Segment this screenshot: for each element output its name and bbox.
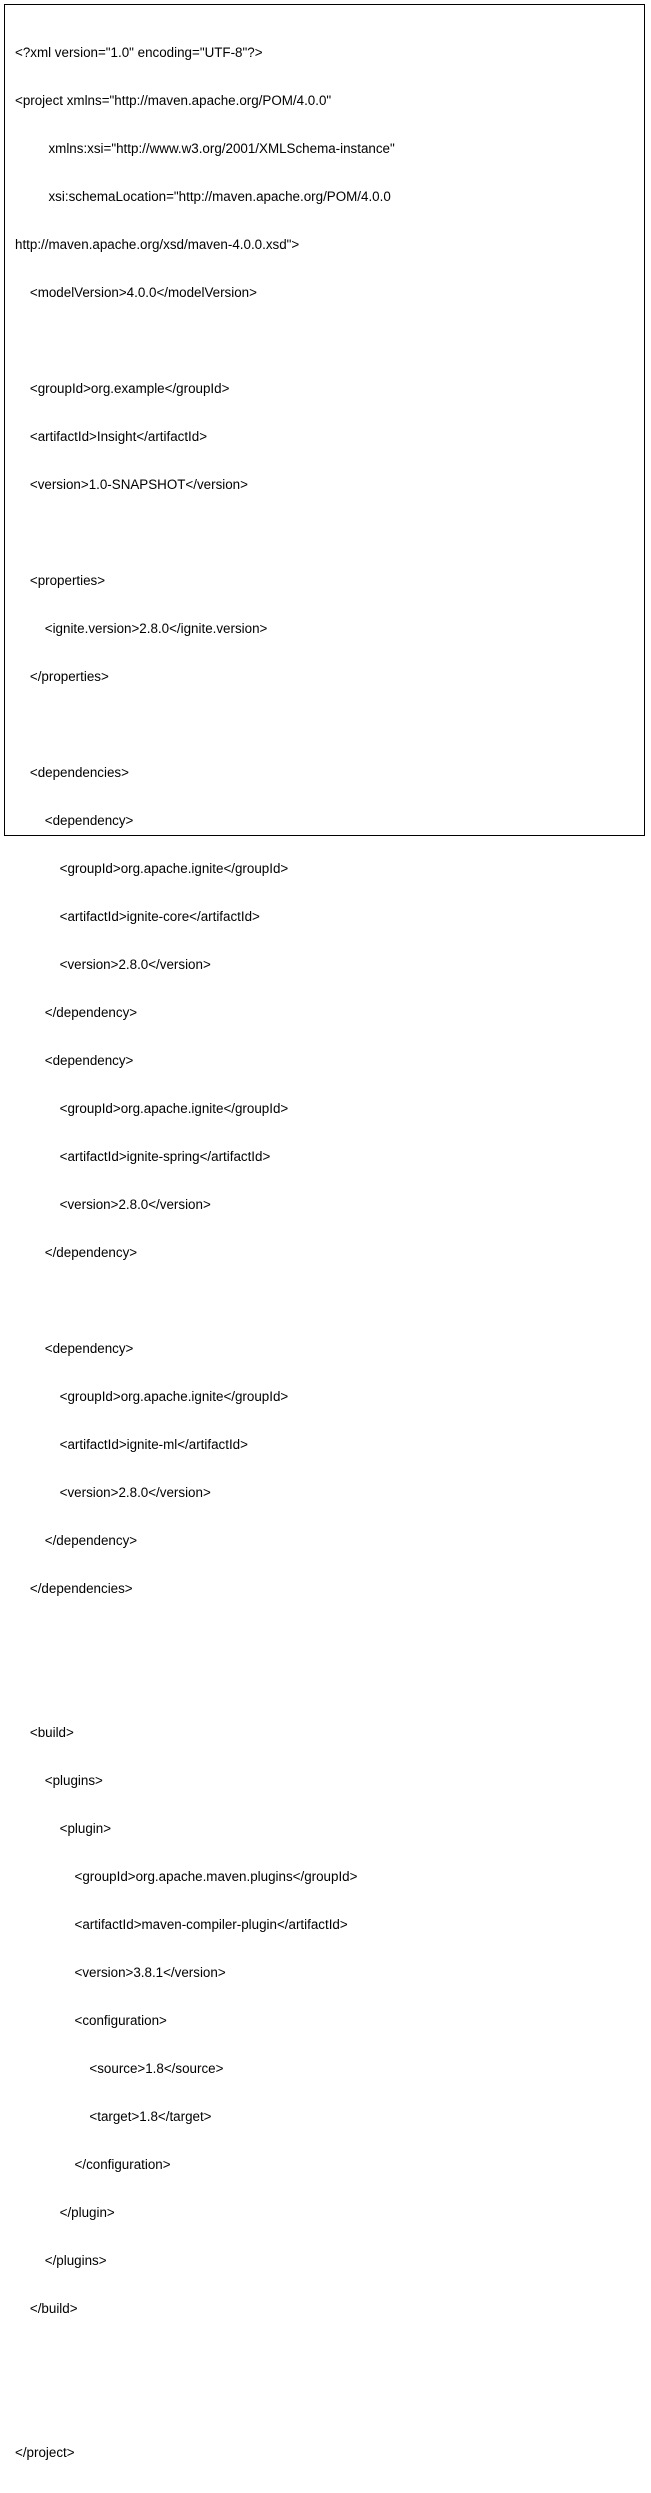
code-line: <groupId>org.example</groupId> [15,381,230,396]
code-line: <dependencies> [15,765,129,780]
code-line: </dependency> [15,1005,138,1020]
code-line: <groupId>org.apache.ignite</groupId> [15,1101,289,1116]
code-line: <version>2.8.0</version> [15,1485,211,1500]
code-line: <artifactId>maven-compiler-plugin</artifactId> [15,1917,348,1932]
code-line: </dependency> [15,1533,138,1548]
code-line [15,2349,640,2365]
code-line: <artifactId>Insight</artifactId> [15,429,208,444]
code-line: <dependency> [15,813,134,828]
code-line: <artifactId>ignite-ml</artifactId> [15,1437,248,1452]
code-line: <source>1.8</source> [15,2061,224,2076]
code-line: <version>3.8.1</version> [15,1965,226,1980]
code-line: <modelVersion>4.0.0</modelVersion> [15,285,257,300]
code-line: </properties> [15,669,109,684]
code-line: <project xmlns="http://maven.apache.org/POM/4.0.0" [15,93,332,108]
code-line: <dependency> [15,1053,134,1068]
code-line: <groupId>org.apache.ignite</groupId> [15,1389,289,1404]
code-line: <version>2.8.0</version> [15,957,211,972]
code-line [15,717,640,733]
code-line: <configuration> [15,2013,167,2028]
code-line: <plugin> [15,1821,112,1836]
code-line: <dependency> [15,1341,134,1356]
code-line: <build> [15,1725,74,1740]
code-line: </plugins> [15,2253,107,2268]
code-line: <target>1.8</target> [15,2109,212,2124]
code-line [15,1677,640,1693]
code-line: </dependencies> [15,1581,133,1596]
code-line: http://maven.apache.org/xsd/maven-4.0.0.xsd"> [15,237,300,252]
code-line: <ignite.version>2.8.0</ignite.version> [15,621,268,636]
code-line: </build> [15,2301,78,2316]
code-line: </configuration> [15,2157,171,2172]
code-line: <groupId>org.apache.ignite</groupId> [15,861,289,876]
document-frame [4,4,645,2460]
code-line [15,525,640,541]
code-line: <version>2.8.0</version> [15,1197,211,1212]
code-line: xmlns:xsi="http://www.w3.org/2001/XMLSchema-instance" [15,141,395,156]
code-line: <artifactId>ignite-core</artifactId> [15,909,260,924]
code-line: <artifactId>ignite-spring</artifactId> [15,1149,271,1164]
code-line: <?xml version="1.0" encoding="UTF-8"?> [15,45,263,60]
code-line: </project> [15,2445,75,2460]
code-line [15,333,640,349]
code-line [15,2397,640,2413]
code-line [15,1629,640,1645]
code-line: xsi:schemaLocation="http://maven.apache.org/POM/4.0.0 [15,189,391,204]
code-line [15,1293,640,1309]
pom-xml-code [15,13,640,2493]
code-line: <version>1.0-SNAPSHOT</version> [15,477,248,492]
code-line: <groupId>org.apache.maven.plugins</groupId> [15,1869,358,1884]
code-line: <properties> [15,573,106,588]
code-line: </dependency> [15,1245,138,1260]
code-line: </plugin> [15,2205,115,2220]
code-line: <plugins> [15,1773,103,1788]
